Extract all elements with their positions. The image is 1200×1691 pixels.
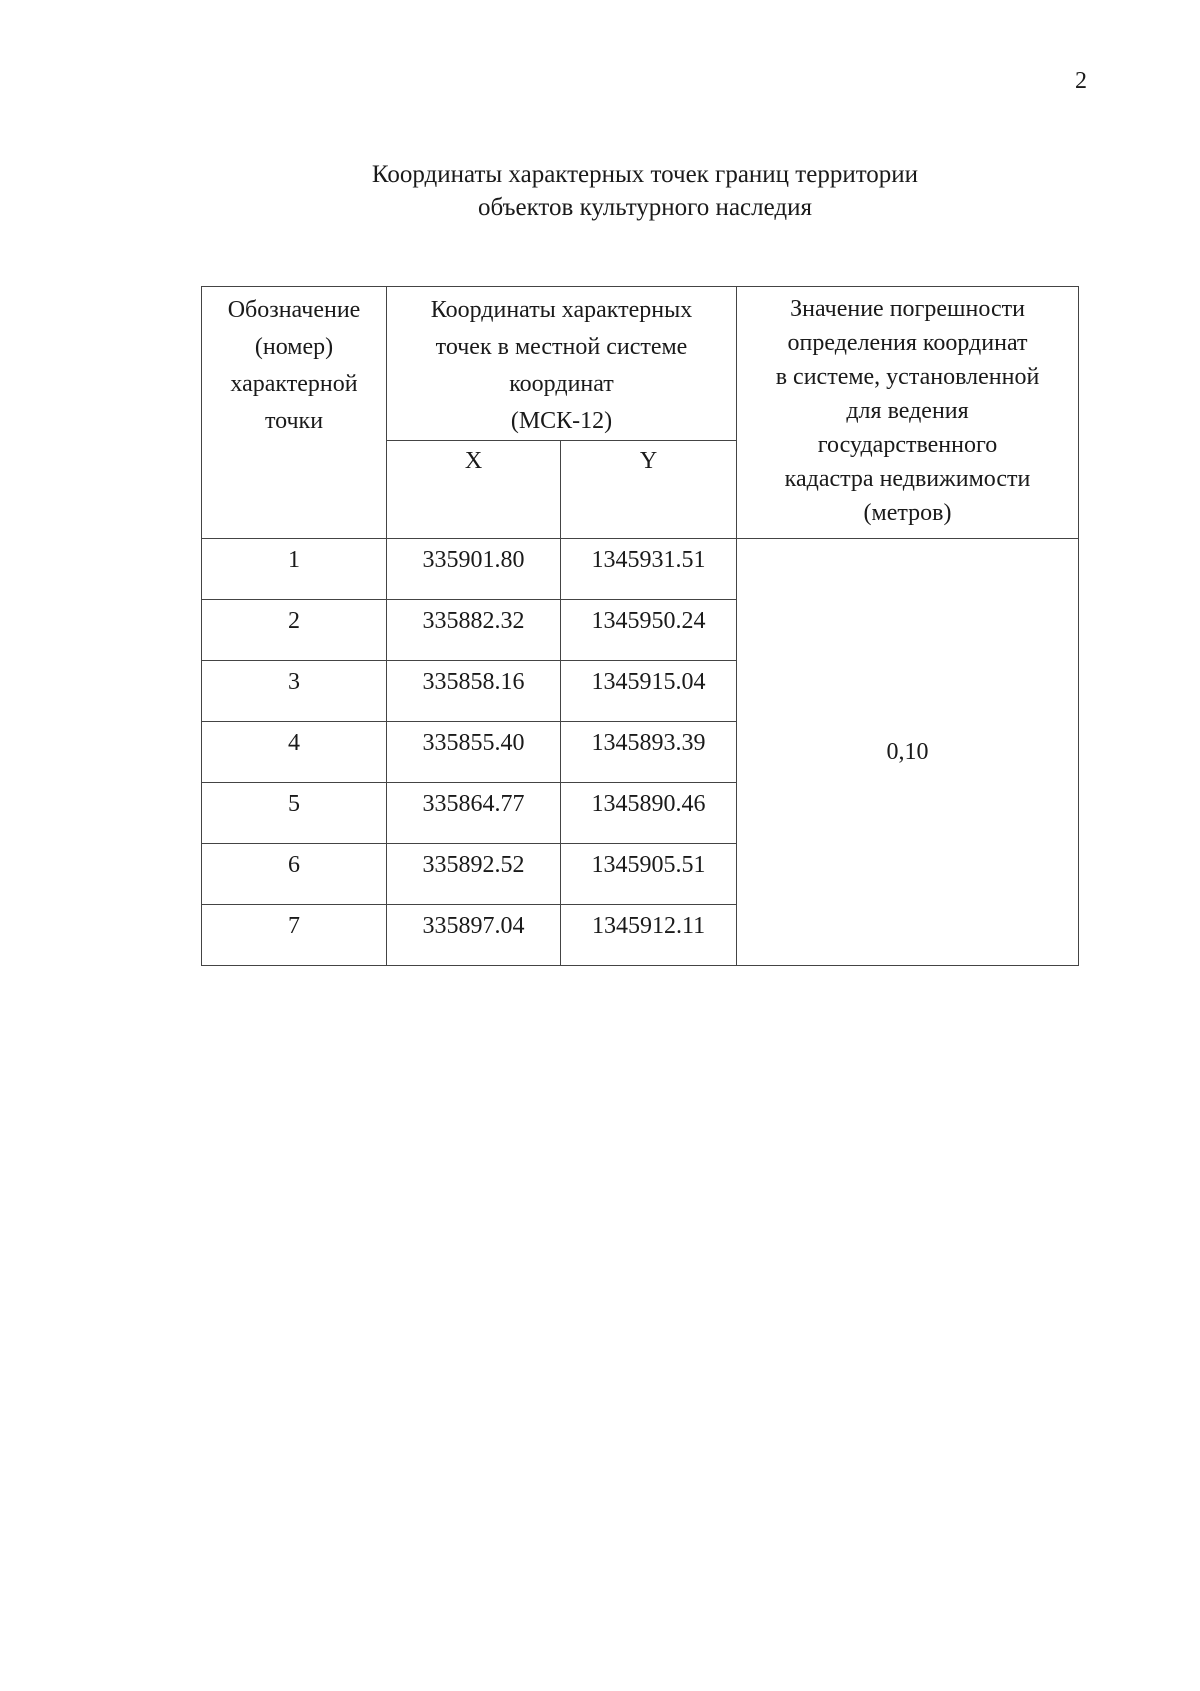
document-title [0,158,1200,224]
header-error: Значение погрешности определения координат в системе, установленной для ведения государственного кадастра недвижимости (метров) [737,287,1079,539]
cell-y: 1345905.51 [561,844,737,905]
header-row [202,287,1079,441]
cell-y: 1345915.04 [561,661,737,722]
header-x: X [387,441,561,539]
cell-id: 3 [202,661,387,722]
cell-x: 335882.32 [387,600,561,661]
cell-x: 335855.40 [387,722,561,783]
table-row [202,539,1079,600]
cell-y: 1345912.11 [561,905,737,966]
header-y: Y [561,441,737,539]
cell-id: 7 [202,905,387,966]
cell-y: 1345950.24 [561,600,737,661]
cell-x: 335858.16 [387,661,561,722]
title-line-2: объектов культурного наследия [478,194,812,221]
title-line-1: Координаты характерных точек границ территории [371,161,919,188]
cell-x: 335897.04 [387,905,561,966]
coordinates-table [201,286,1079,966]
header-coordinates: Координаты характерных точек в местной системе координат (МСК-12) [387,287,737,441]
cell-x: 335864.77 [387,783,561,844]
page-number: 2 [1075,68,1087,94]
cell-id: 5 [202,783,387,844]
error-value: 0,10 [737,539,1079,966]
cell-y: 1345890.46 [561,783,737,844]
cell-y: 1345931.51 [561,539,737,600]
cell-x: 335892.52 [387,844,561,905]
cell-id: 2 [202,600,387,661]
cell-id: 6 [202,844,387,905]
cell-id: 4 [202,722,387,783]
cell-y: 1345893.39 [561,722,737,783]
header-point-id: Обозначение (номер) характерной точки [202,287,387,539]
cell-x: 335901.80 [387,539,561,600]
cell-id: 1 [202,539,387,600]
